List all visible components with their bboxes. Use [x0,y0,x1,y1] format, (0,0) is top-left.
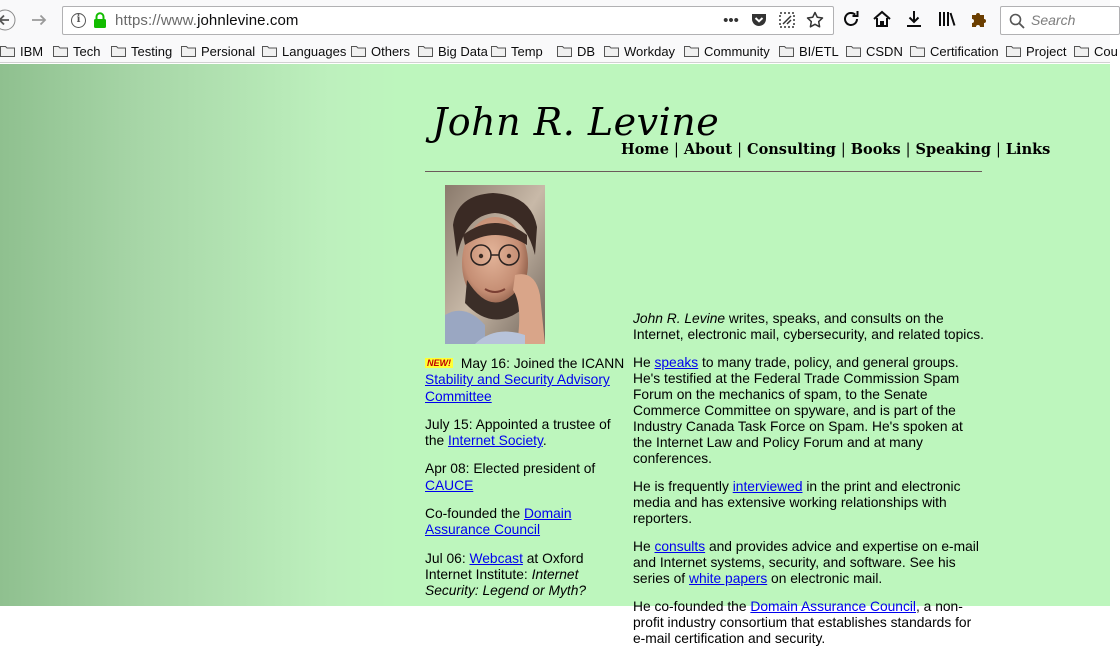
title-divider [425,171,982,172]
url-bar[interactable] [62,6,834,35]
nav-speaking[interactable]: Speaking [915,141,991,158]
back-arrow-icon [0,9,16,31]
folder-icon [684,45,699,57]
folder-icon [779,45,794,57]
bookmark-folder-persional[interactable]: Persional [181,40,255,62]
bookmark-folder-others[interactable]: Others [351,40,410,62]
search-input[interactable] [1031,12,1116,28]
nav-links[interactable]: Links [1005,141,1051,158]
bookmark-folder-community[interactable]: Community [684,40,770,62]
webcast-link[interactable]: Webcast [469,550,523,566]
page-content [0,64,1110,646]
bookmark-folder-workday[interactable]: Workday [604,40,675,62]
forward-button[interactable] [28,9,50,31]
folder-icon [1006,45,1021,57]
bookmark-folder-project[interactable]: Project [1006,40,1066,62]
news-item: NEW! May 16: Joined the ICANN Stability and Security Advisory Committee [425,356,625,404]
back-button[interactable] [0,9,16,31]
browser-toolbar [0,0,1110,40]
pocket-icon[interactable] [749,11,769,31]
folder-icon [491,45,506,57]
lock-icon[interactable] [93,12,107,28]
forward-arrow-icon [28,9,50,31]
nav-separator: | [673,142,679,158]
extension-puzzle-icon[interactable] [968,9,990,31]
bio-paragraph: John R. Levine writes, speaks, and consults on the Internet, electronic mail, cybersecurity, and related topics. [633,311,984,342]
bookmark-folder-certification[interactable]: Certification [910,40,999,62]
nav-separator: | [995,142,1001,158]
folder-icon [557,45,572,57]
bookmark-folder-temp[interactable]: Temp [491,40,543,62]
bio-column [633,311,985,659]
nav-separator: | [905,142,911,158]
domain-assurance-council-link[interactable]: Domain Assurance Council [425,506,572,538]
white-papers-link[interactable]: white papers [688,571,768,586]
cauce-link[interactable]: CAUCE [425,477,474,493]
info-icon[interactable]: i [71,13,86,28]
folder-icon [604,45,619,57]
folder-icon [1074,45,1089,57]
bio-paragraph: He speaks to many trade, policy, and general groups. He's testified at the Federal Trade Commission Spam Forum on the mechanics of spam, to the Senate Commerce Committee on spyware, and is part of the Industry Canada Task Force on Spam. He's spoken at the Internet Law and Policy Forum and at many conferences. [633,355,963,466]
search-bar[interactable] [1000,6,1120,35]
nav-separator: | [737,142,743,158]
domain-assurance-council-link[interactable]: Domain Assurance Council [750,599,917,614]
folder-icon [846,45,861,57]
internet-society-link[interactable]: Internet Society [448,433,543,449]
search-icon [1009,13,1025,29]
folder-icon [111,45,126,57]
nav-about[interactable]: About [683,141,733,158]
downloads-icon[interactable] [903,9,925,31]
folder-icon [53,45,68,57]
new-badge: NEW! [427,358,451,368]
page-actions-icon[interactable]: ••• [723,12,739,29]
site-nav [621,141,1050,158]
bookmark-folder-csdn[interactable]: CSDN [846,40,903,62]
ssac-link[interactable]: Stability and Security Advisory Committee [425,372,610,404]
site-title: John R. Levine [432,100,720,144]
bookmark-folder-testing[interactable]: Testing [111,40,172,62]
reload-icon[interactable] [840,9,862,31]
bio-paragraph: He co-founded the Domain Assurance Council, a non-profit industry consortium that establishes standards for e-mail certification and security. [633,599,972,646]
news-item: July 15: Appointed a trustee of the Internet Society. [425,416,611,449]
bookmark-folder-big-data[interactable]: Big Data [418,40,488,62]
folder-icon [418,45,433,57]
bookmark-folder-ibm[interactable]: IBM [0,40,43,62]
bookmark-folder-cou[interactable]: Cou [1074,40,1118,62]
folder-icon [262,45,277,57]
news-item: Apr 08: Elected president of CAUCE [425,461,596,493]
bookmark-folder-bi-etl[interactable]: BI/ETL [779,40,839,62]
folder-icon [0,45,15,57]
bookmark-folder-db[interactable]: DB [557,40,595,62]
bookmark-star-icon[interactable] [805,11,825,31]
home-icon[interactable] [871,9,893,31]
nav-consulting[interactable]: Consulting [747,141,836,158]
url-text[interactable]: https://www.johnlevine.com [115,12,299,29]
portrait-photo [445,185,545,344]
news-item: Jul 06: Webcast at Oxford Internet Institute: Internet Security: Legend or Myth? [425,550,587,599]
news-item: Co-founded the Domain Assurance Council [425,506,572,538]
bookmark-folder-tech[interactable]: Tech [53,40,100,62]
bookmarks-bar [0,40,1118,63]
nav-home[interactable]: Home [621,141,669,158]
nav-separator: | [840,142,846,158]
speaks-link[interactable]: speaks [654,355,699,370]
consults-link[interactable]: consults [654,539,706,554]
folder-icon [910,45,925,57]
bio-paragraph: He is frequently interviewed in the print and electronic media and has extensive working relationships with reporters. [633,479,961,526]
folder-icon [181,45,196,57]
nav-books[interactable]: Books [850,141,901,158]
library-icon[interactable] [936,9,958,31]
bio-paragraph: He consults and provides advice and expertise on e-mail and Internet systems, security, and software. See his series of white papers on electronic mail. [633,539,979,586]
news-column [425,356,630,612]
folder-icon [351,45,366,57]
bookmark-folder-languages[interactable]: Languages [262,40,346,62]
screenshot-icon[interactable] [777,11,797,31]
interviewed-link[interactable]: interviewed [732,479,803,494]
